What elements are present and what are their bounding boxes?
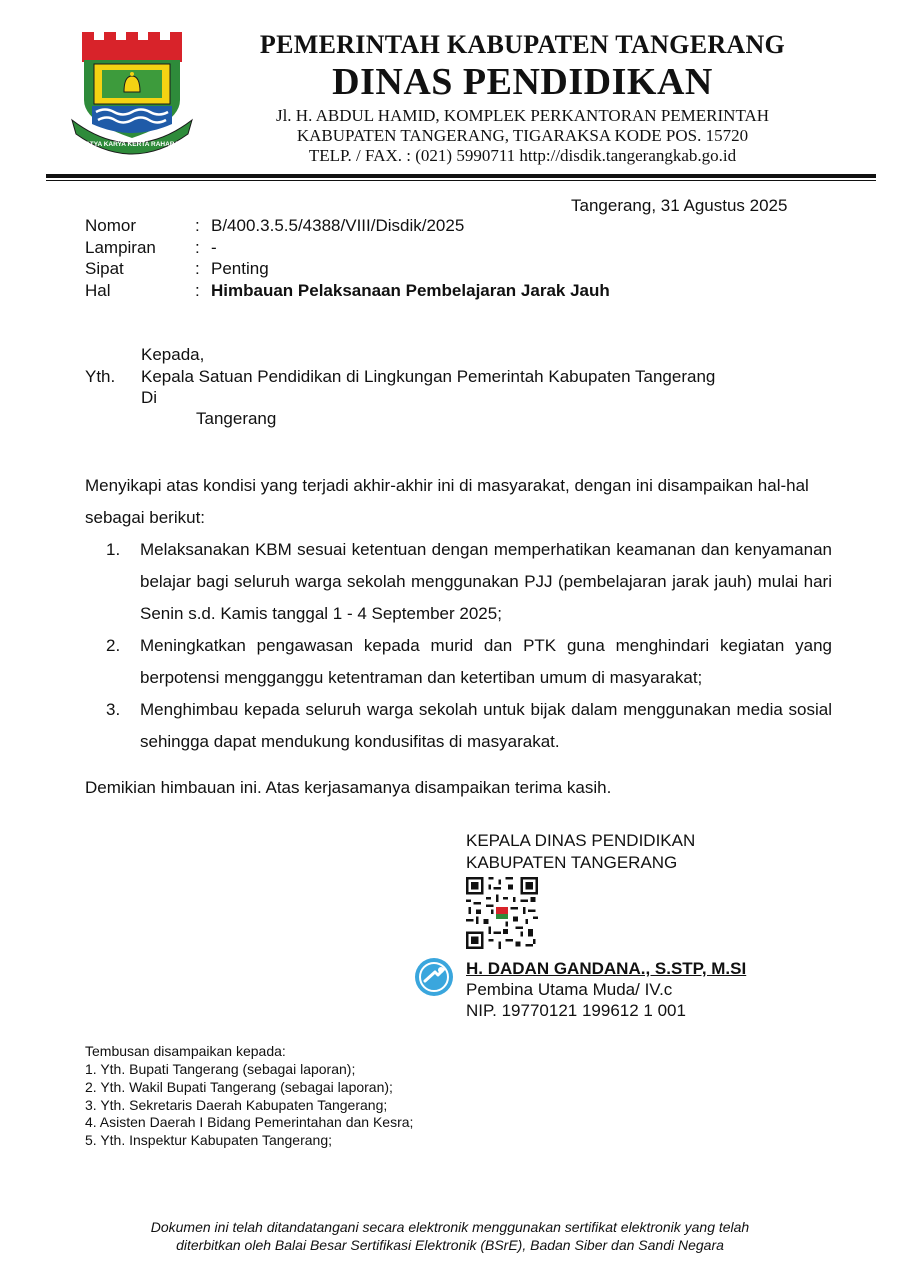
cc-item: 5. Yth. Inspektur Kabupaten Tangerang; — [85, 1132, 333, 1148]
meta-label-lampiran: Lampiran — [85, 238, 156, 257]
meta-colon: : — [195, 259, 200, 278]
cc-item: 4. Asisten Daerah I Bidang Pemerintahan dan Kesra; — [85, 1114, 414, 1130]
address-kepada: Kepada, — [141, 345, 205, 364]
meta-colon: : — [195, 216, 200, 235]
e-signature-footer — [100, 1218, 800, 1254]
logo-motto: SATYA KARYA KERTA RAHARJA — [81, 141, 183, 148]
meta-colon: : — [195, 281, 200, 300]
kabupaten-tangerang-logo — [70, 28, 194, 158]
letter-date: Tangerang, 31 Agustus 2025 — [571, 196, 788, 215]
meta-value-lampiran: - — [211, 238, 217, 257]
meta-colon: : — [195, 238, 200, 257]
list-item-text: Menghimbau kepada seluruh warga sekolah untuk bijak dalam menggunakan media sosial sehingga dapat mendukung kondusifitas di masyarakat. — [140, 700, 832, 751]
list-item-number: 1. — [106, 540, 121, 559]
cc-item: 3. Yth. Sekretaris Daerah Kabupaten Tangerang; — [85, 1097, 388, 1113]
cc-item: 2. Yth. Wakil Bupati Tangerang (sebagai laporan); — [85, 1079, 393, 1095]
contact-line: TELP. / FAX. : (021) 5990711 http://disdik.tangerangkab.go.id — [308, 146, 737, 165]
bsre-certificate-icon — [414, 957, 454, 997]
address-line-2: KABUPATEN TANGERANG, TIGARAKSA KODE POS. 15720 — [296, 126, 749, 145]
address-city: Tangerang — [196, 409, 277, 428]
list-item-number: 2. — [106, 636, 121, 655]
meta-value-hal: Himbauan Pelaksanaan Pembelajaran Jarak Jauh — [211, 281, 610, 300]
body-closing: Demikian himbauan ini. Atas kerjasamanya disampaikan terima kasih. — [85, 778, 612, 797]
letterhead-divider — [46, 174, 876, 178]
department-name: DINAS PENDIDIKAN — [332, 61, 713, 103]
meta-value-sipat: Penting — [211, 259, 269, 278]
qr-code-icon — [466, 877, 538, 949]
signatory-title: KEPALA DINAS PENDIDIKAN — [466, 831, 696, 850]
signatory-name: H. DADAN GANDANA., S.STP, M.SI — [466, 959, 747, 978]
letterhead-divider-thin — [46, 180, 876, 181]
cc-title: Tembusan disampaikan kepada: — [85, 1043, 286, 1059]
meta-label-nomor: Nomor — [85, 216, 137, 235]
address-line-1: Jl. H. ABDUL HAMID, KOMPLEK PERKANTORAN PEMERINTAH — [275, 106, 770, 125]
address-di: Di — [141, 388, 158, 407]
meta-value-nomor: B/400.3.5.5/4388/VIII/Disdik/2025 — [211, 216, 465, 235]
address-yth: Yth. — [85, 367, 116, 386]
government-name: PEMERINTAH KABUPATEN TANGERANG — [259, 30, 786, 59]
address-recipient: Kepala Satuan Pendidikan di Lingkungan Pemerintah Kabupaten Tangerang — [141, 367, 716, 386]
body-intro: Menyikapi atas kondisi yang terjadi akhir-akhir ini di masyarakat, dengan ini disampaikan hal-hal sebagai berikut: — [85, 476, 809, 527]
signatory-title-2: KABUPATEN TANGERANG — [466, 853, 678, 872]
meta-label-sipat: Sipat — [85, 259, 124, 278]
footer-line-2: diterbitkan oleh Balai Besar Sertifikasi Elektronik (BSrE), Badan Siber dan Sandi Negara — [176, 1237, 724, 1253]
meta-label-hal: Hal — [85, 281, 111, 300]
list-item-number: 3. — [106, 700, 121, 719]
cc-item: 1. Yth. Bupati Tangerang (sebagai laporan); — [85, 1061, 356, 1077]
signatory-rank: Pembina Utama Muda/ IV.c — [466, 980, 673, 999]
signatory-nip: NIP. 19770121 199612 1 001 — [466, 1001, 686, 1020]
list-item-text: Melaksanakan KBM sesuai ketentuan dengan memperhatikan keamanan dan kenyamanan belajar bagi seluruh warga sekolah menggunakan PJJ (pembelajaran jarak jauh) mulai hari Senin s.d. Kamis tanggal 1 - 4 September 2025; — [140, 540, 832, 623]
list-item-text: Meningkatkan pengawasan kepada murid dan PTK guna menghindari kegiatan yang berpotensi mengganggu ketentraman dan ketertiban umum di masyarakat; — [140, 636, 832, 687]
footer-line-1: Dokumen ini telah ditandatangani secara elektronik menggunakan sertifikat elektronik yang telah — [150, 1219, 750, 1235]
